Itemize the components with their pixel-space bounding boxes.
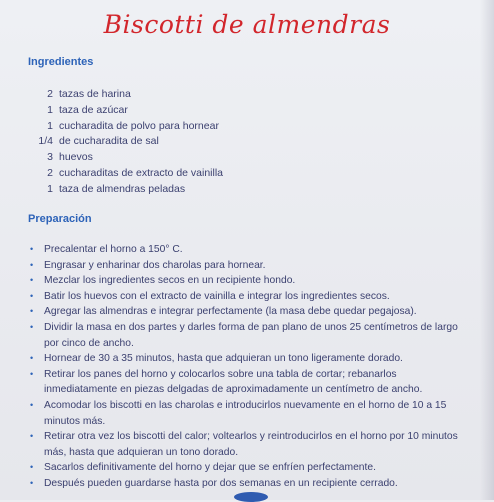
ingredient-quantity: 1 (47, 119, 53, 132)
ingredient-quantity: 2 (47, 166, 53, 179)
step-text: Sacarlos definitivamente del horno y dejar que se enfríen perfectamente. (44, 462, 376, 474)
step-item (30, 273, 470, 289)
ingredient-quantity: 2 (47, 88, 53, 100)
ingredient-item (28, 166, 223, 182)
ingredient-item (28, 87, 223, 103)
ingredient-text: taza de azúcar (59, 103, 128, 116)
ingredient-quantity: 1 (47, 103, 53, 116)
step-text: Precalentar el horno a 150° C. (44, 244, 183, 255)
ingredient-text: taza de almendras peladas (59, 182, 186, 195)
ingredient-text: tazas de harina (59, 88, 131, 100)
ingredient-text: de cucharadita de sal (59, 135, 159, 148)
step-item (30, 460, 470, 476)
step-text: Hornear de 30 a 35 minutos, hasta que adquieran un tono ligeramente dorado. (44, 353, 403, 365)
step-item (30, 429, 470, 460)
ingredient-text: cucharaditas de extracto de vainilla (59, 166, 224, 179)
bullet-icon: • (30, 477, 34, 488)
recipe-title: Biscotti de almendras (103, 10, 391, 39)
bullet-icon: • (30, 353, 34, 364)
bullet-icon: • (30, 259, 34, 270)
ingredient-item (28, 103, 223, 119)
step-item (30, 398, 470, 429)
ingredient-quantity: 3 (47, 151, 53, 164)
step-text: Agregar las almendras e integrar perfectamente (la masa debe quedar pegajosa). (44, 306, 417, 318)
step-text: Acomodar los biscotti en las charolas e introducirlos nuevamente en el horno de 10 a 15 minutos más. (44, 399, 447, 427)
step-text: Mezclar los ingredientes secos en un recipiente hondo. (44, 275, 296, 287)
bullet-icon: • (30, 462, 34, 473)
step-text: Batir los huevos con el extracto de vainilla e integrar los ingredientes secos. (44, 290, 390, 302)
bullet-icon: • (30, 275, 34, 286)
step-item (30, 242, 470, 258)
bullet-icon: • (30, 399, 34, 410)
step-item (30, 367, 470, 398)
bullet-icon: • (30, 431, 34, 442)
decorative-oval (234, 492, 268, 502)
step-text: Engrasar y enharinar dos charolas para hornear. (44, 259, 266, 271)
step-item (30, 476, 470, 492)
ingredients-heading: Ingredientes (28, 56, 94, 68)
step-item (30, 351, 470, 367)
bullet-icon: • (30, 368, 34, 379)
step-item (30, 320, 470, 351)
step-item (30, 304, 470, 320)
bullet-icon: • (30, 321, 34, 332)
ingredient-quantity: 1/4 (38, 135, 53, 148)
step-item (30, 258, 470, 274)
ingredient-item (28, 182, 223, 198)
page-edge-shadow (480, 0, 494, 500)
step-text: Dividir la masa en dos partes y darles forma de pan plano de unos 25 centímetros de largo por cinco de ancho. (44, 321, 458, 349)
step-text: Retirar los panes del horno y colocarlos sobre una tabla de cortar; rebanarlos inmediatamente en piezas delgadas de aproximadamente un centímetro de ancho. (44, 368, 423, 396)
ingredient-item (28, 134, 223, 150)
preparation-steps (30, 242, 470, 492)
ingredient-text: huevos (59, 151, 93, 164)
bullet-icon: • (30, 290, 34, 301)
ingredient-text: cucharadita de polvo para hornear (59, 119, 219, 132)
bullet-icon: • (30, 244, 34, 254)
ingredient-item (28, 119, 223, 135)
step-item (30, 289, 470, 305)
preparation-heading: Preparación (28, 213, 92, 225)
ingredient-quantity: 1 (47, 182, 53, 195)
step-text: Retirar otra vez los biscotti del calor; voltearlos y reintroducirlos en el horno por 10 minutos más, hasta que adquieran un tono dorado. (44, 431, 458, 458)
step-text: Después pueden guardarse hasta por dos semanas en un recipiente cerrado. (44, 477, 398, 489)
bullet-icon: • (30, 306, 34, 317)
ingredients-list (28, 87, 223, 198)
ingredient-item (28, 150, 223, 166)
